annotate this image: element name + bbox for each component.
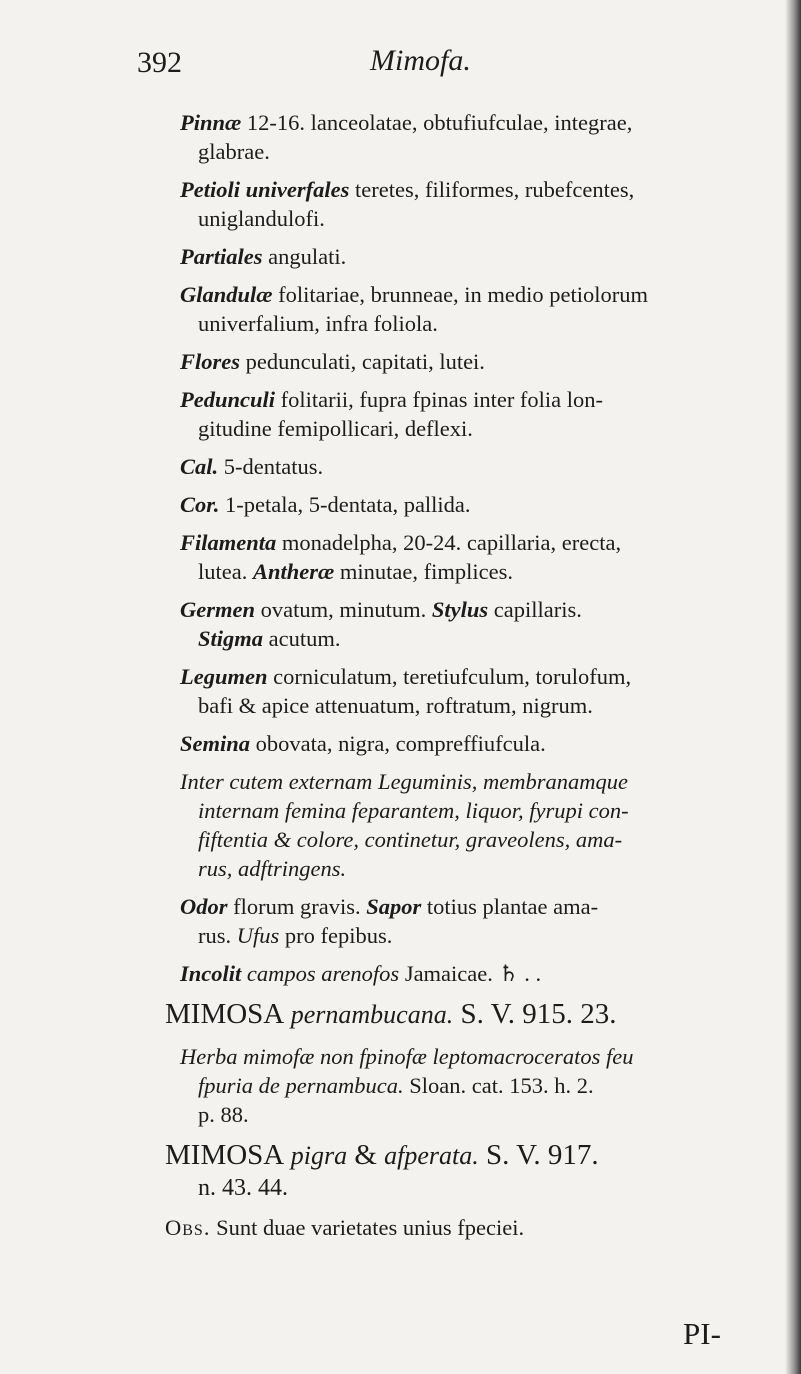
entry-text: teretes, filiformes, rubefcentes,: [349, 177, 635, 202]
entry-item: [0, 490, 801, 519]
entry-text: Inter cutem externam Leguminis, membranamque: [180, 769, 629, 794]
entry-text: Herba mimofæ non fpinofæ leptomacroceratos feu: [180, 1044, 634, 1069]
entry-obs: [0, 1213, 801, 1242]
entry-item: [0, 108, 801, 166]
entry-term: Germen: [180, 597, 255, 622]
entry-term: Flores: [180, 349, 241, 374]
species-epithet: pigra: [284, 1141, 348, 1170]
species-epithet: pernambucana.: [284, 1000, 454, 1029]
reference: S. V. 915. 23.: [453, 998, 617, 1030]
entry-semina: [0, 729, 801, 758]
entry-term: Legumen: [180, 664, 268, 689]
entry-odor: [0, 892, 801, 950]
page-number: 392: [137, 46, 182, 79]
entry-term: Pinnæ: [180, 110, 242, 135]
description-entries: [0, 108, 801, 1251]
reference: p. 88.: [198, 1102, 249, 1127]
entry-text: internam femina feparantem, liquor, fyrupi con-: [198, 798, 629, 823]
entry-text: lutea.: [198, 559, 253, 584]
entry-legumen: [0, 662, 801, 720]
entry-term-stigma: Stigma: [198, 626, 264, 651]
entry-text: rus, adftringens.: [198, 856, 347, 881]
genus-name: MIMOSA: [165, 1139, 285, 1171]
entry-term: Filamenta: [180, 530, 277, 555]
entry-text: minutae, fimplices.: [334, 559, 513, 584]
entry-text: angulati.: [262, 244, 347, 269]
entry-term: Semina: [180, 731, 251, 756]
entry-term: Pedunculi: [180, 387, 276, 412]
entry-item: [0, 385, 801, 443]
entry-term-stylus: Stylus: [431, 597, 489, 622]
entry-term-usus: Ufus: [236, 923, 280, 948]
species-epithet-2: afperata.: [384, 1141, 479, 1170]
entry-text: glabrae.: [198, 139, 270, 164]
simple-entries: [0, 108, 801, 519]
entry-text: pro fepibus.: [279, 923, 393, 948]
species-heading-pigra: [0, 1138, 801, 1203]
entry-text: campos arenofos: [241, 961, 400, 986]
species-heading-pernambucana: [0, 997, 801, 1032]
entry-item: [0, 242, 801, 271]
entry-term: Cal.: [180, 454, 219, 479]
entry-text: totius plantae ama-: [421, 894, 599, 919]
entry-text: bafi & apice attenuatum, roftratum, nigrum.: [198, 693, 593, 718]
entry-text: Jamaicae. ♄ . .: [399, 961, 542, 986]
entry-text: folitarii, fupra fpinas inter folia lon-: [275, 387, 604, 412]
entry-text: univerfalium, infra foliola.: [198, 311, 438, 336]
entry-text: corniculatum, teretiufculum, torulofum,: [267, 664, 632, 689]
entry-text: 1-petala, 5-dentata, pallida.: [219, 492, 471, 517]
entry-text: fpuria de pernambuca.: [198, 1073, 404, 1098]
entry-text: monadelpha, 20-24. capillaria, erecta,: [276, 530, 622, 555]
entry-term: Odor: [180, 894, 228, 919]
page-header: [0, 40, 801, 80]
running-title: Mimofa.: [370, 44, 471, 77]
entry-text: 12-16. lanceolatae, obtufiufculae, integrae,: [241, 110, 633, 135]
entry-filamenta: [0, 528, 801, 586]
entry-text: florum gravis.: [227, 894, 367, 919]
entry-term: Cor.: [180, 492, 220, 517]
entry-text: 5-dentatus.: [218, 454, 324, 479]
entry-text: capillaris.: [488, 597, 582, 622]
entry-text: ovatum, minutum.: [255, 597, 432, 622]
entry-text: fiftentia & colore, continetur, graveolens, ama-: [198, 827, 623, 852]
entry-term: Incolit: [180, 961, 242, 986]
entry-inter-cutem: [0, 767, 801, 883]
reference: Sloan. cat. 153. h. 2.: [403, 1073, 594, 1098]
conjunction: &: [347, 1139, 385, 1171]
reference: n. 43. 44.: [198, 1175, 288, 1201]
entry-text: folitariae, brunneae, in medio petiolorum: [272, 282, 649, 307]
obs-label: Obs.: [165, 1215, 211, 1240]
entry-text: pedunculati, capitati, lutei.: [240, 349, 485, 374]
entry-term-antherae: Antheræ: [252, 559, 335, 584]
entry-text: obovata, nigra, compreffiufcula.: [250, 731, 546, 756]
entry-incolit: [0, 959, 801, 988]
entry-germen: [0, 595, 801, 653]
entry-text: Sunt duae varietates unius fpeciei.: [210, 1215, 525, 1240]
entry-term: Partiales: [180, 244, 263, 269]
entry-herba: [0, 1042, 801, 1129]
catchword: PI-: [683, 1316, 721, 1351]
entry-text: acutum.: [263, 626, 341, 651]
entry-item: [0, 280, 801, 338]
entry-text: uniglandulofi.: [198, 206, 325, 231]
entry-term: Glandulæ: [180, 282, 273, 307]
entry-text: rus.: [198, 923, 237, 948]
entry-term-sapor: Sapor: [366, 894, 422, 919]
entry-text: gitudine femipollicari, deflexi.: [198, 416, 473, 441]
entry-item: [0, 452, 801, 481]
reference: S. V. 917.: [478, 1139, 599, 1171]
genus-name: MIMOSA: [165, 998, 285, 1030]
entry-item: [0, 175, 801, 233]
entry-term: Petioli univerfales: [180, 177, 350, 202]
entry-item: [0, 347, 801, 376]
